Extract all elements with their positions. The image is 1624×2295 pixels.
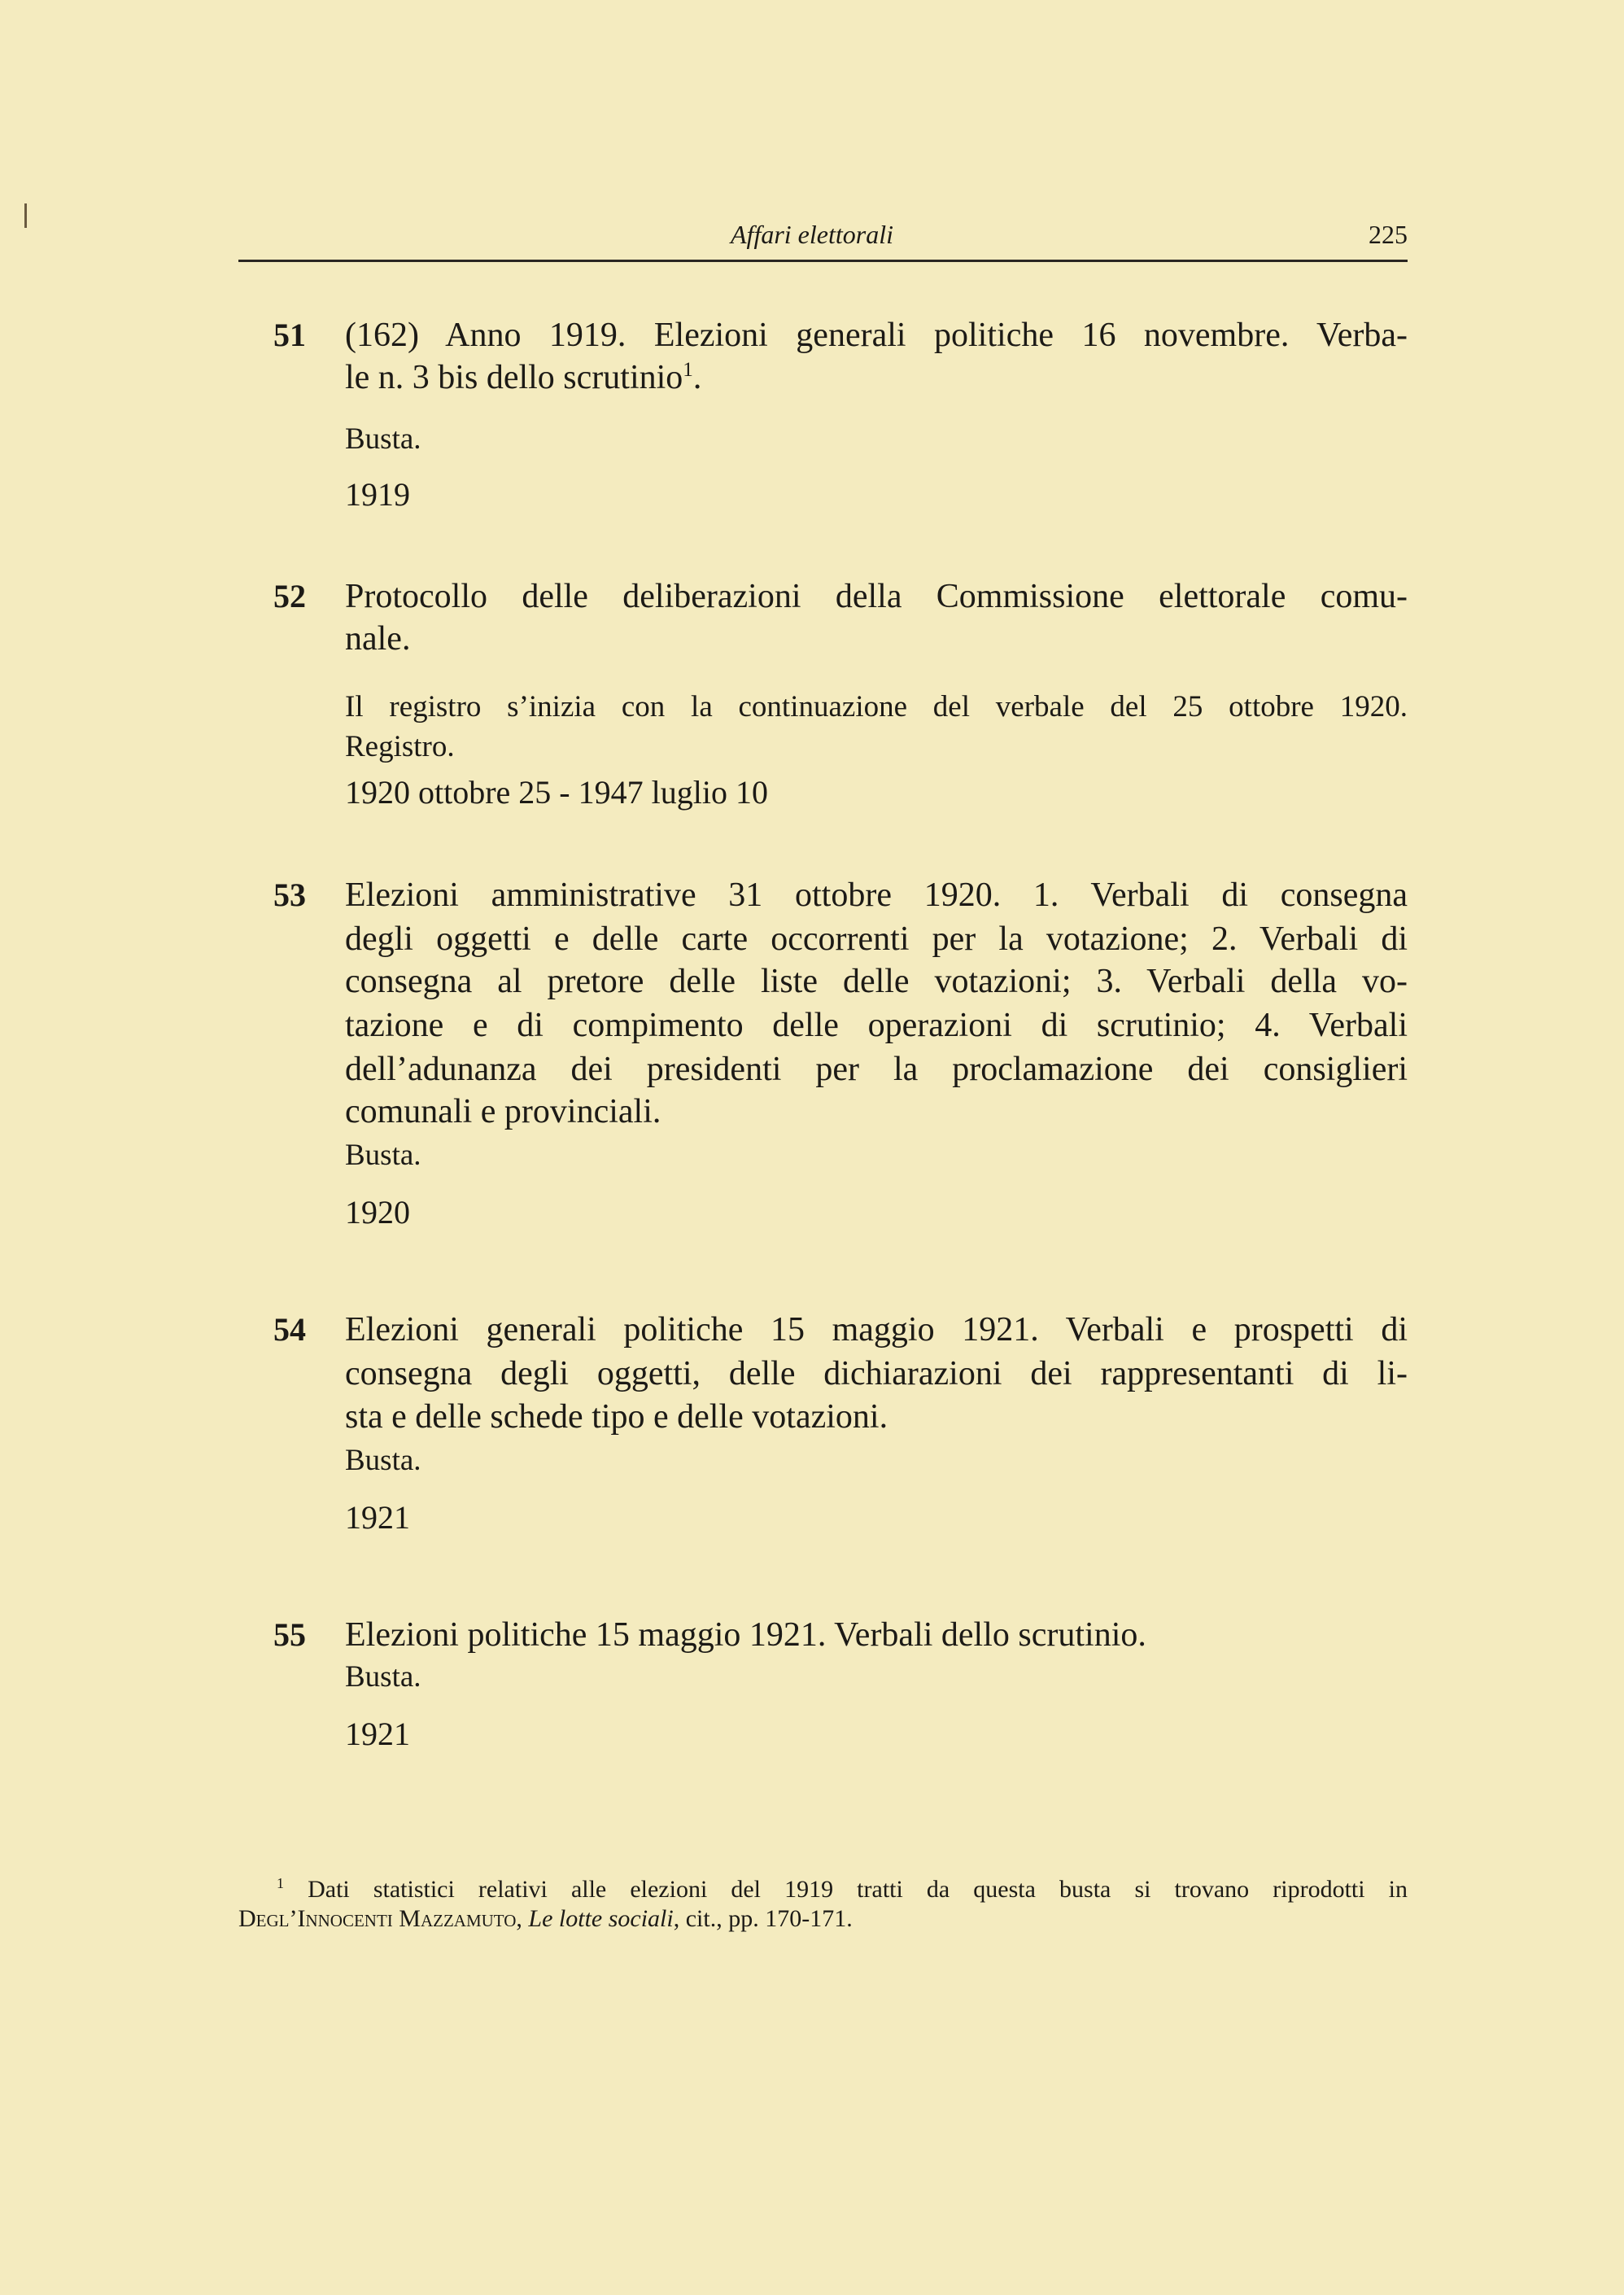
entry-line: Elezioni politiche 15 maggio 1921. Verbali dello scrutinio. — [345, 1616, 1146, 1654]
running-header-title: Affari elettorali — [731, 220, 893, 249]
footnote-text: Dati statistici relativi alle elezioni del 1919 tratti da questa busta si trovano riprodotti in — [308, 1876, 1408, 1903]
entry-line: sta e delle schede tipo e delle votazioni. — [345, 1398, 888, 1436]
entry-type: Busta. — [345, 1660, 421, 1694]
entry-line: nale. — [345, 620, 411, 658]
entry-line-end: . — [692, 359, 702, 396]
entry-date: 1921 — [345, 1499, 410, 1536]
entry-type: Registro. — [345, 730, 455, 763]
footnote-line — [277, 1875, 1408, 1904]
entry-note: Il registro s’inizia con la continuazione del verbale del 25 ottobre 1920. — [345, 690, 1408, 723]
entry-line: consegna degli oggetti, delle dichiarazioni dei rappresentanti di li- — [345, 1355, 1408, 1392]
entry-line: Elezioni generali politiche 15 maggio 1921. Verbali e prospetti di — [345, 1311, 1408, 1349]
footnote-marker: 1 — [277, 1875, 284, 1891]
entry-line: (162) Anno 1919. Elezioni generali politiche 16 novembre. Verba- — [345, 317, 1408, 354]
entry-number: 55 — [273, 1616, 306, 1653]
footnote-citation: , cit., pp. 170-171. — [673, 1905, 853, 1932]
footnote-line: Degl’Innocenti Mazzamuto, Le lotte sociali, cit., pp. 170-171. — [238, 1905, 853, 1932]
entry-line-text: le n. 3 bis dello scrutinio — [345, 359, 683, 396]
entry-line: Elezioni amministrative 31 ottobre 1920. 1. Verbali di consegna — [345, 876, 1408, 914]
entry-line: comunali e provinciali. — [345, 1093, 661, 1130]
entry-line — [345, 356, 1408, 400]
entry-date: 1919 — [345, 476, 410, 513]
entry-number: 53 — [273, 876, 306, 913]
entry-line: tazione e di compimento delle operazioni di scrutinio; 4. Verbali — [345, 1007, 1408, 1044]
entry-number: 54 — [273, 1311, 306, 1348]
entry-date: 1920 — [345, 1194, 410, 1231]
entry-number: 51 — [273, 317, 306, 353]
entry-type: Busta. — [345, 1444, 421, 1477]
entry-line: degli oggetti e delle carte occorrenti per la votazione; 2. Verbali di — [345, 920, 1408, 958]
page-number: 225 — [1369, 220, 1408, 249]
footnote-title: Le lotte sociali — [528, 1905, 674, 1932]
entry-date: 1920 ottobre 25 - 1947 luglio 10 — [345, 774, 768, 811]
entry-date: 1921 — [345, 1716, 410, 1752]
footnote-ref: 1 — [683, 359, 693, 381]
entry-number: 52 — [273, 578, 306, 614]
entry-type: Busta. — [345, 1139, 421, 1172]
entry-line: Protocollo delle deliberazioni della Commissione elettorale comu- — [345, 578, 1408, 615]
header-rule — [238, 260, 1408, 262]
footnote-author: Degl’Innocenti Mazzamuto — [238, 1905, 517, 1932]
entry-line: dell’adunanza dei presidenti per la proclamazione dei consiglieri — [345, 1051, 1408, 1088]
entry-line: consegna al pretore delle liste delle votazioni; 3. Verbali della vo- — [345, 963, 1408, 1000]
entry-type: Busta. — [345, 422, 421, 456]
